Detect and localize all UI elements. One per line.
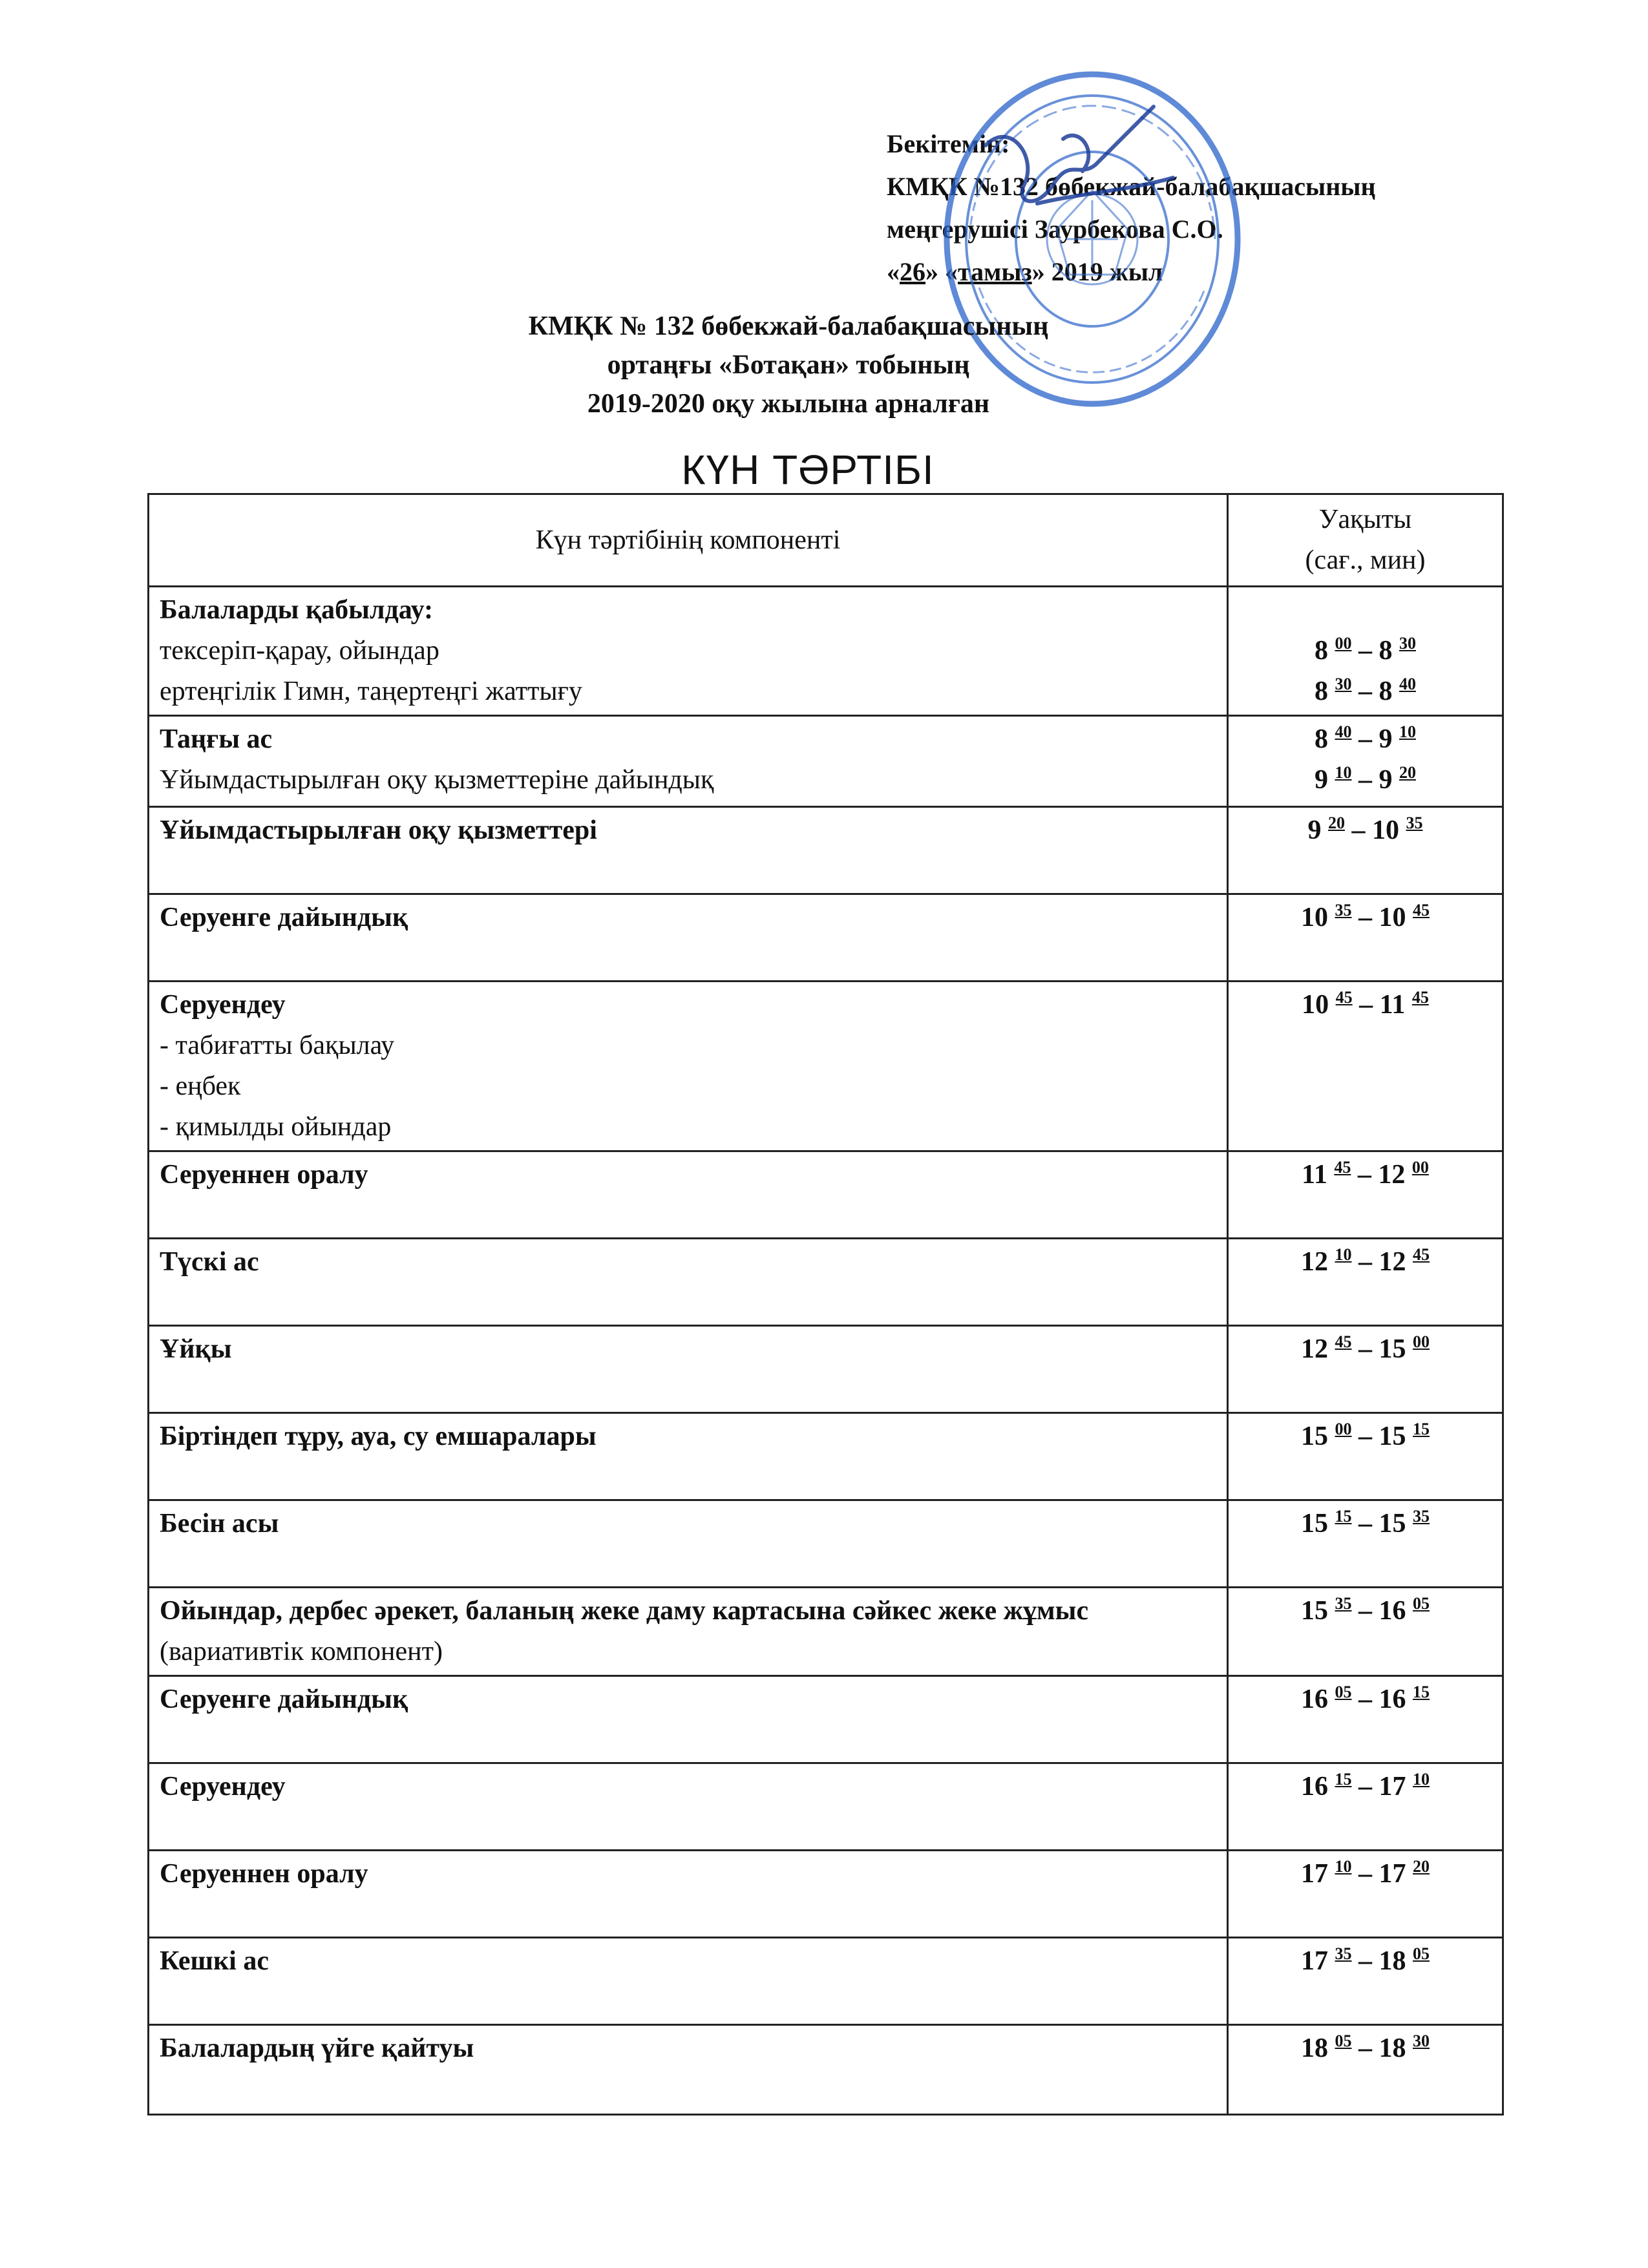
activity-note: (вариативтік компонент): [160, 1637, 443, 1666]
time-range: 16 $^{15}$ – 17 $^{10}$: [1301, 1770, 1430, 1801]
time-cell: [1228, 2025, 1503, 2115]
end-minute: 45: [1411, 988, 1429, 1007]
start-hour: 17: [1301, 1946, 1328, 1976]
table-row: [149, 1326, 1503, 1413]
date-day: 26: [900, 257, 925, 286]
end-hour: 12: [1378, 1160, 1406, 1190]
activity-cell: [149, 2025, 1228, 2115]
time-range: 12 $^{10}$ – 12 $^{45}$: [1301, 1245, 1430, 1277]
start-hour: 15: [1301, 1596, 1328, 1626]
end-minute: 05: [1413, 1594, 1430, 1613]
activity-title: Ұйқы: [160, 1334, 232, 1364]
activity-subitem: ертеңгілік Гимн, таңертеңгі жаттығу: [160, 677, 582, 706]
end-minute: 35: [1406, 814, 1423, 832]
start-hour: 15: [1301, 1422, 1328, 1451]
activity-title: Ойындар, дербес әрекет, баланың жеке даму картасына сәйкес жеке жұмыс: [160, 1596, 1089, 1626]
start-minute: 10: [1335, 763, 1352, 782]
time-cell: [1228, 807, 1503, 894]
activity-cell: [149, 1676, 1228, 1763]
heading-line-3: 2019-2020 оқу жылына арналған: [587, 389, 990, 419]
activity-title: Бесін асы: [160, 1509, 279, 1538]
start-hour: 16: [1301, 1685, 1328, 1714]
time-cell: [1228, 1676, 1503, 1763]
time-range: 8 $^{40}$ – 9 $^{10}$: [1315, 722, 1416, 754]
time-cell: [1228, 894, 1503, 982]
page-title: КҮН ТӘРТІБІ: [681, 446, 935, 493]
time-range: 9 $^{10}$ – 9 $^{20}$: [1315, 763, 1416, 795]
time-range: 15 $^{00}$ – 15 $^{15}$: [1301, 1420, 1430, 1451]
table-row: [149, 2025, 1503, 2115]
approval-line-3: меңгерушісі Заурбекова С.О.: [887, 215, 1223, 244]
end-minute: 20: [1399, 763, 1416, 782]
activity-cell: [149, 1588, 1228, 1676]
end-minute: 10: [1399, 722, 1416, 741]
start-minute: 45: [1335, 1332, 1352, 1351]
time-cell: [1228, 1151, 1503, 1239]
table-row: [149, 1500, 1503, 1588]
activity-subitem: - еңбек: [160, 1071, 241, 1101]
activity-cell: [149, 982, 1228, 1151]
date-open-quote: «: [887, 257, 900, 286]
table-row: [149, 1413, 1503, 1500]
table-row: [149, 1588, 1503, 1676]
start-minute: 00: [1335, 634, 1352, 653]
end-hour: 15: [1379, 1334, 1406, 1364]
activity-title: Балалардың үйге қайтуы: [160, 2033, 474, 2063]
activity-cell: [149, 587, 1228, 716]
start-minute: 45: [1334, 1158, 1351, 1177]
end-hour: 9: [1379, 765, 1393, 795]
start-minute: 05: [1335, 1683, 1352, 1701]
time-range: 17 $^{35}$ – 18 $^{05}$: [1301, 1944, 1430, 1976]
end-minute: 35: [1413, 1507, 1430, 1526]
start-hour: 9: [1315, 765, 1328, 795]
end-hour: 11: [1379, 990, 1406, 1020]
activity-cell: [149, 1239, 1228, 1326]
table-row: [149, 807, 1503, 894]
start-hour: 11: [1302, 1160, 1327, 1190]
end-minute: 30: [1413, 2032, 1430, 2050]
end-hour: 16: [1379, 1596, 1406, 1626]
end-minute: 10: [1413, 1770, 1430, 1789]
time-range: 10 $^{35}$ – 10 $^{45}$: [1301, 901, 1430, 932]
start-hour: 16: [1301, 1772, 1328, 1801]
schedule-body: [149, 587, 1503, 2115]
start-minute: 10: [1335, 1857, 1352, 1876]
time-range: 11 $^{45}$ – 12 $^{00}$: [1302, 1158, 1429, 1190]
start-hour: 12: [1301, 1247, 1328, 1277]
date-year: » 2019 жыл: [1031, 257, 1163, 286]
activity-subitem: тексеріп-қарау, ойындар: [160, 636, 439, 666]
time-cell: [1228, 1588, 1503, 1676]
end-hour: 15: [1379, 1509, 1406, 1538]
time-range: 15 $^{15}$ – 15 $^{35}$: [1301, 1507, 1430, 1538]
table-row: [149, 1676, 1503, 1763]
end-hour: 10: [1379, 903, 1406, 932]
approval-line-1: Бекітемін:: [887, 129, 1010, 158]
activity-title: Ұйымдастырылған оқу қызметтері: [160, 815, 597, 845]
time-range: 16 $^{05}$ – 16 $^{15}$: [1301, 1683, 1430, 1714]
activity-title: Таңғы ас: [160, 724, 273, 754]
activity-title: Түскі ас: [160, 1247, 259, 1277]
time-range: 10 $^{45}$ – 11 $^{45}$: [1302, 988, 1429, 1020]
start-minute: 35: [1335, 1944, 1352, 1963]
column-header-activity: Күн тәртібінің компоненті: [149, 494, 1228, 587]
activity-cell: [149, 1763, 1228, 1851]
date-month: тамыз: [958, 257, 1032, 286]
column-header-time: [1228, 494, 1503, 587]
end-hour: 17: [1379, 1772, 1406, 1801]
activity-cell: [149, 807, 1228, 894]
start-hour: 8: [1315, 636, 1328, 666]
end-hour: 10: [1372, 815, 1399, 845]
table-row: [149, 1239, 1503, 1326]
time-cell: [1228, 716, 1503, 807]
time-range: 15 $^{35}$ – 16 $^{05}$: [1301, 1594, 1430, 1626]
start-hour: 10: [1301, 903, 1328, 932]
time-cell: [1228, 1239, 1503, 1326]
time-range: 9 $^{20}$ – 10 $^{35}$: [1307, 814, 1423, 845]
start-hour: 10: [1302, 990, 1329, 1020]
table-row: [149, 894, 1503, 982]
activity-cell: [149, 1326, 1228, 1413]
start-minute: 45: [1335, 988, 1353, 1007]
end-minute: 45: [1413, 901, 1430, 919]
activity-cell: [149, 1413, 1228, 1500]
time-cell: [1228, 1938, 1503, 2025]
end-minute: 40: [1399, 675, 1416, 693]
table-row: [149, 1938, 1503, 2025]
time-range: 18 $^{05}$ – 18 $^{30}$: [1301, 2032, 1430, 2063]
table-row: [149, 716, 1503, 807]
time-cell: [1228, 587, 1503, 716]
activity-subitem: - табиғатты бақылау: [160, 1031, 395, 1060]
end-minute: 00: [1413, 1332, 1430, 1351]
time-cell: [1228, 1763, 1503, 1851]
end-hour: 9: [1379, 724, 1393, 754]
start-hour: 17: [1301, 1859, 1328, 1889]
start-hour: 12: [1301, 1334, 1328, 1364]
time-range: 12 $^{45}$ – 15 $^{00}$: [1301, 1332, 1430, 1364]
table-header-row: [149, 494, 1503, 587]
time-cell: [1228, 1500, 1503, 1588]
time-cell: [1228, 1413, 1503, 1500]
end-minute: 45: [1413, 1245, 1430, 1264]
end-minute: 05: [1413, 1944, 1430, 1963]
activity-title: Серуендеу: [160, 1772, 286, 1801]
approval-line-2: КМҚК №132 бөбекжай-балабақшасының: [887, 172, 1376, 201]
activity-title: Серуенге дайындық: [160, 1685, 408, 1714]
time-range: 17 $^{10}$ – 17 $^{20}$: [1301, 1857, 1430, 1889]
end-hour: 16: [1379, 1685, 1406, 1714]
document-heading: [336, 307, 1241, 423]
table-row: [149, 1151, 1503, 1239]
schedule-table: [147, 493, 1504, 2116]
activity-cell: [149, 894, 1228, 982]
start-minute: 05: [1335, 2032, 1352, 2050]
activity-title: Серуенге дайындық: [160, 903, 408, 932]
end-minute: 15: [1413, 1683, 1430, 1701]
column-header-time-line-1: Уақыты: [1318, 505, 1412, 534]
activity-cell: [149, 1500, 1228, 1588]
time-cell: [1228, 1326, 1503, 1413]
end-minute: 15: [1413, 1420, 1430, 1438]
activity-title: Серуендеу: [160, 990, 286, 1020]
heading-line-2: ортаңғы «Ботақан» тобының: [607, 350, 970, 380]
date-middle: » «: [925, 257, 958, 286]
table-row: [149, 982, 1503, 1151]
activity-title: Біртіндеп тұру, ауа, су емшаралары: [160, 1422, 597, 1451]
start-minute: 15: [1335, 1507, 1352, 1526]
start-minute: 35: [1335, 901, 1352, 919]
start-hour: 15: [1301, 1509, 1328, 1538]
start-minute: 10: [1335, 1245, 1352, 1264]
time-range: 8 $^{30}$ – 8 $^{40}$: [1315, 675, 1416, 706]
start-minute: 35: [1335, 1594, 1352, 1613]
time-cell: [1228, 1851, 1503, 1938]
activity-cell: [149, 1151, 1228, 1239]
start-minute: 20: [1328, 814, 1345, 832]
activity-subitem: - қимылды ойындар: [160, 1112, 392, 1142]
table-row: [149, 1763, 1503, 1851]
end-hour: 18: [1379, 2033, 1406, 2063]
time-cell: [1228, 982, 1503, 1151]
end-minute: 30: [1399, 634, 1416, 653]
end-hour: 15: [1379, 1422, 1406, 1451]
end-minute: 20: [1413, 1857, 1430, 1876]
start-minute: 40: [1335, 722, 1352, 741]
heading-line-1: КМҚК № 132 бөбекжай-балабақшасының: [528, 311, 1049, 341]
column-header-time-line-2: (сағ., мин): [1305, 545, 1426, 575]
end-hour: 8: [1379, 677, 1393, 706]
start-minute: 15: [1335, 1770, 1352, 1789]
activity-cell: [149, 716, 1228, 807]
activity-title: Кешкі ас: [160, 1946, 269, 1976]
end-hour: 12: [1379, 1247, 1406, 1277]
start-hour: 8: [1315, 677, 1328, 706]
activity-subitem: Ұйымдастырылған оқу қызметтеріне дайындық: [160, 765, 714, 795]
table-row: [149, 1851, 1503, 1938]
table-row: [149, 587, 1503, 716]
activity-title: Балаларды қабылдау:: [160, 595, 434, 625]
time-range: 8 $^{00}$ – 8 $^{30}$: [1315, 634, 1416, 666]
activity-cell: [149, 1851, 1228, 1938]
end-hour: 8: [1379, 636, 1393, 666]
end-hour: 18: [1379, 1946, 1406, 1976]
start-minute: 30: [1335, 675, 1352, 693]
start-hour: 8: [1315, 724, 1328, 754]
activity-title: Серуеннен оралу: [160, 1859, 368, 1889]
start-hour: 9: [1307, 815, 1322, 845]
activity-title: Серуеннен оралу: [160, 1160, 368, 1190]
start-minute: 00: [1335, 1420, 1352, 1438]
start-hour: 18: [1301, 2033, 1328, 2063]
end-minute: 00: [1411, 1158, 1429, 1177]
activity-cell: [149, 1938, 1228, 2025]
end-hour: 17: [1379, 1859, 1406, 1889]
